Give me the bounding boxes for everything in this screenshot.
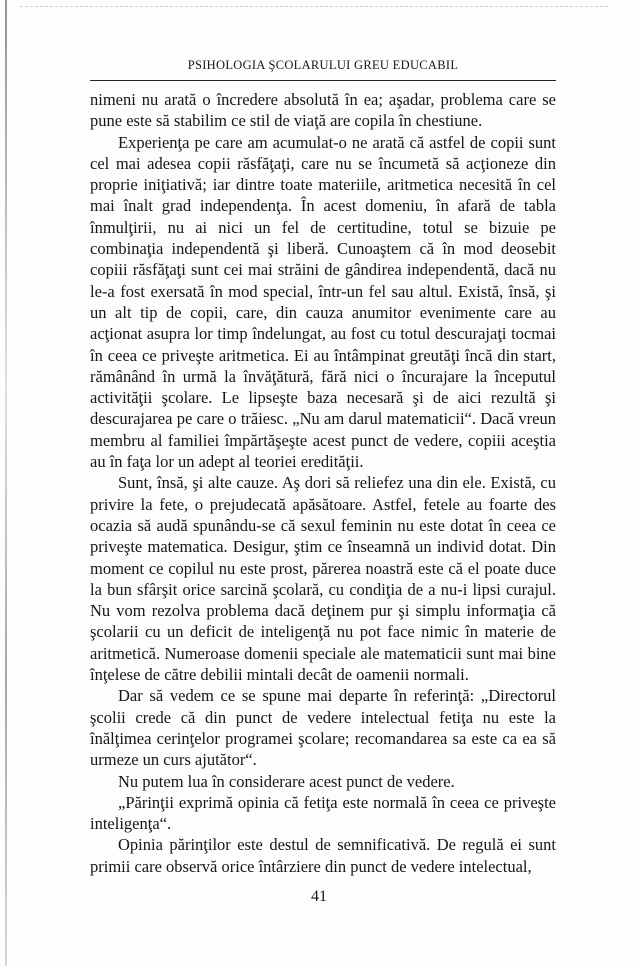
page-number: 41 xyxy=(311,888,327,905)
running-header: PSIHOLOGIA ŞCOLARULUI GREU EDUCABIL xyxy=(90,58,556,81)
paragraph: Sunt, însă, şi alte cauze. Aş dori să reliefez una din ele. Există, cu privire la fete, o prejudecată apăsătoare. Astfel, fetele au foarte des ocazia să audă spunându-se că sexul feminin nu este dotat în ceea ce priveşte matematica. Desigur, ştim ce înseamnă un individ dotat. Din moment ce copilul nu este prost, părerea noastră este că el poate duce la bun sfârşit orice sarcină şcolară, cu condiţia de a nu-i lipsi curajul. Nu vom rezolva problema dacă deţinem pur şi simplu informaţia că şcolarii cu un deficit de inteligenţă nu pot face nimic în materie de aritmetică. Numeroase domenii speciale ale matematicii sunt mai bine înţelese de către debilii mintali decât de oamenii normali. xyxy=(90,473,556,685)
paragraph: Experienţa pe care am acumulat-o ne arată că astfel de copii sunt cel mai adesea copii răsfăţaţi, care nu se încumetă să acţioneze din proprie iniţiativă; iar dintre toate materiile, aritmetica necesită în cel mai înalt grad independenţa. În acest domeniu, în afară de tabla înmulţirii, nu ai nici un fel de certitudine, totul se bizuie pe combinaţia independentă şi liberă. Cunoaştem că în mod deosebit copiii răsfăţaţi sunt cei mai străini de gândirea independentă, dacă nu le-a fost exersată în mod special, într-un fel sau altul. Există, însă, şi un alt tip de copii, care, din cauza anumitor evenimente care au acţionat asupra lor timp îndelungat, au fost cu totul descurajaţi tocmai în ceea ce priveşte aritmetica. Ei au întâmpinat greutăţi încă din start, rămânând în urmă la învăţătură, fără nici o încurajare la începutul activităţii şcolare. Le lipseşte baza necesară şi de aici rezultă şi descurajarea pe care o trăiesc. „Nu am darul matematicii“. Dacă vreun membru al familiei împărtăşeşte acest punct de vedere, copiii aceştia au în faţa lor un adept al teoriei eredităţii. xyxy=(90,132,556,472)
paragraph: Opinia părinţilor este destul de semnificativă. De regulă ei sunt primii care observă orice întârziere din punct de vedere intelectual, xyxy=(90,835,556,876)
document-page xyxy=(90,58,556,877)
paragraph: „Părinţii exprimă opinia că fetiţa este normală în ceea ce priveşte inteligenţa“. xyxy=(90,792,556,834)
scan-edge-shadow xyxy=(5,0,7,966)
paragraph: Dar să vedem ce se spune mai departe în referinţă: „Directorul şcolii crede că din punct de vedere intelectual fetiţa nu este la înălţimea cerinţelor programei şcolare; recomandarea sa este ca ea să urmeze un curs ajutător“. xyxy=(90,686,556,770)
paragraph-continuation: nimeni nu arată o încredere absolută în ea; aşadar, problema care se pune este să stabilim ce stil de viaţă are copila în chestiune. xyxy=(90,90,556,131)
body-text xyxy=(90,89,556,877)
paragraph: Nu putem lua în considerare acest punct de vedere. xyxy=(118,771,455,791)
scan-top-artifact xyxy=(20,6,608,8)
